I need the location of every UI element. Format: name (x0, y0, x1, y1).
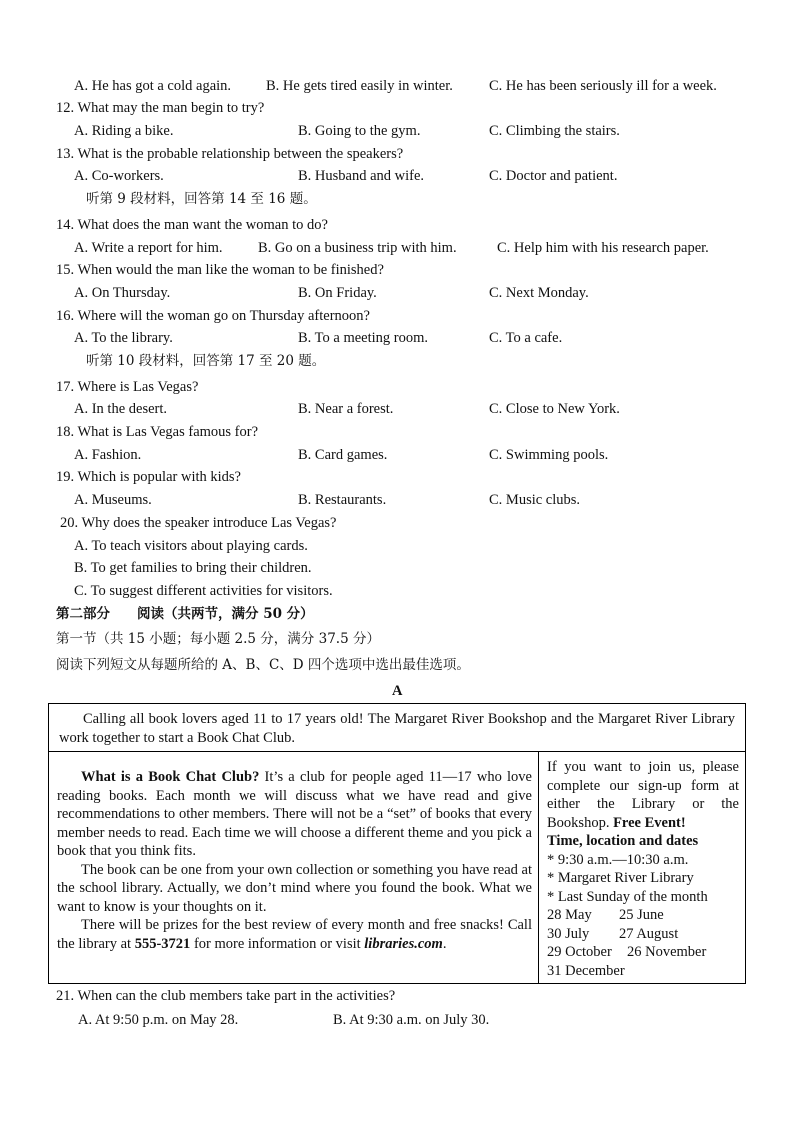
q17-option-a: A. In the desert. (74, 401, 168, 417)
dates-row (547, 906, 739, 925)
date-item: 29 October (547, 944, 612, 960)
q16-option-a: A. To the library. (74, 330, 173, 346)
date-item: 31 December (547, 962, 625, 979)
what-is-body: It’s a club for people aged 11—17 who love reading books. Each month we will discuss what we have read and give recommendations to other members. There will not be a “set” of books that every member needs to read. Each time we will choose a different theme and you pick a book that you think fits. (57, 769, 532, 859)
q19-option-c: C. Music clubs. (489, 492, 581, 508)
q21-stem: 21. When can the club members take part in the activities? (56, 988, 396, 1004)
q15-option-c: C. Next Monday. (489, 285, 589, 301)
time-heading: Time, location and dates (547, 833, 699, 849)
passage-main-cell (49, 752, 539, 983)
q15-option-b: B. On Friday. (298, 285, 377, 301)
prizes-text-end: . (442, 935, 447, 952)
q14-option-c: C. Help him with his research paper. (497, 240, 709, 256)
q16-option-c: C. To a cafe. (489, 330, 563, 346)
q12-stem: 12. What may the man begin to try? (56, 100, 265, 116)
prizes-paragraph (57, 916, 532, 953)
q11-option-a: A. He has got a cold again. (74, 78, 232, 94)
passage-intro-cell (49, 704, 745, 752)
section-9-instruction: 听第 9 段材料，回答第 14 至 16 题。 (86, 191, 317, 207)
q19-stem: 19. Which is popular with kids? (56, 469, 241, 485)
part-two-title: 第二部分 阅读（共两节，满分 50 分） (56, 606, 314, 622)
collection-paragraph: The book can be one from your own collection or something you have read at the school library. Actually, we don’t mind where you found the book. What we want to know is your thoughts on it. (57, 861, 532, 915)
q13-option-b: B. Husband and wife. (298, 168, 425, 184)
event-location: * Margaret River Library (547, 870, 694, 886)
q20-option-c: C. To suggest different activities for visitors. (74, 583, 333, 599)
q20-option-b: B. To get families to bring their children. (74, 560, 312, 576)
q13-stem: 13. What is the probable relationship between the speakers? (56, 146, 404, 162)
event-time: * 9:30 a.m.—10:30 a.m. (547, 851, 689, 868)
q18-option-b: B. Card games. (298, 447, 388, 463)
q12-option-b: B. Going to the gym. (298, 123, 421, 139)
free-event: Free Event! (613, 814, 686, 831)
q11-option-b: B. He gets tired easily in winter. (266, 78, 453, 94)
q13-option-a: A. Co-workers. (74, 168, 164, 184)
library-website: libraries.com (364, 935, 443, 952)
q19-option-b: B. Restaurants. (298, 492, 387, 508)
join-paragraph (547, 758, 739, 832)
dates-row (547, 943, 739, 962)
q18-option-a: A. Fashion. (74, 447, 142, 463)
q18-option-c: C. Swimming pools. (489, 447, 609, 463)
section-10-instruction: 听第 10 段材料，回答第 17 至 20 题。 (86, 353, 326, 369)
q14-option-b: B. Go on a business trip with him. (258, 240, 457, 256)
join-text: If you want to join us, please complete our sign-up form at either the Library or the Bookshop. (547, 759, 739, 831)
q14-stem: 14. What does the man want the woman to do? (56, 217, 328, 233)
passage-box (48, 703, 746, 984)
prizes-text-2: for more information or visit (190, 935, 365, 952)
what-is-heading: What is a Book Chat Club? (81, 769, 260, 785)
passage-side-cell (539, 752, 745, 983)
q17-stem: 17. Where is Las Vegas? (56, 379, 199, 395)
q20-option-a: A. To teach visitors about playing cards. (74, 538, 308, 554)
date-item: 30 July (547, 925, 590, 942)
what-is-paragraph (57, 768, 532, 861)
q14-option-a: A. Write a report for him. (74, 240, 223, 256)
q13-option-c: C. Doctor and patient. (489, 168, 618, 184)
event-frequency: * Last Sunday of the month (547, 888, 708, 905)
dates-row (547, 962, 739, 981)
library-phone: 555-3721 (134, 935, 191, 952)
q17-option-c: C. Close to New York. (489, 401, 620, 417)
q21-option-a: A. At 9:50 p.m. on May 28. (78, 1012, 239, 1028)
reading-instruction: 阅读下列短文从每题所给的 A、B、C、D 四个选项中选出最佳选项。 (56, 657, 470, 673)
date-item: 27 August (619, 925, 679, 942)
q16-option-b: B. To a meeting room. (298, 330, 429, 346)
q15-stem: 15. When would the man like the woman to be finished? (56, 262, 384, 278)
q16-stem: 16. Where will the woman go on Thursday afternoon? (56, 308, 370, 324)
date-item: 25 June (619, 907, 664, 923)
q19-option-a: A. Museums. (74, 492, 152, 508)
date-item: 28 May (547, 907, 592, 923)
q17-option-b: B. Near a forest. (298, 401, 394, 417)
section-one-title: 第一节（共 15 小题；每小题 2.5 分，满分 37.5 分） (56, 631, 380, 647)
q21-option-b: B. At 9:30 a.m. on July 30. (333, 1012, 490, 1028)
q11-option-c: C. He has been seriously ill for a week. (489, 78, 717, 94)
q18-stem: 18. What is Las Vegas famous for? (56, 424, 259, 440)
dates-row (547, 925, 739, 944)
q15-option-a: A. On Thursday. (74, 285, 171, 301)
prizes-text: There will be prizes for the best review of every month and free snacks! Call the library at (57, 917, 532, 952)
passage-label: A (392, 683, 403, 699)
q20-stem: 20. Why does the speaker introduce Las Vegas? (60, 515, 337, 531)
q12-option-c: C. Climbing the stairs. (489, 123, 620, 139)
passage-intro: Calling all book lovers aged 11 to 17 years old! The Margaret River Bookshop and the Margaret River Library work together to start a Book Chat Club. (59, 711, 735, 746)
date-item: 26 November (627, 944, 707, 960)
q12-option-a: A. Riding a bike. (74, 123, 174, 139)
